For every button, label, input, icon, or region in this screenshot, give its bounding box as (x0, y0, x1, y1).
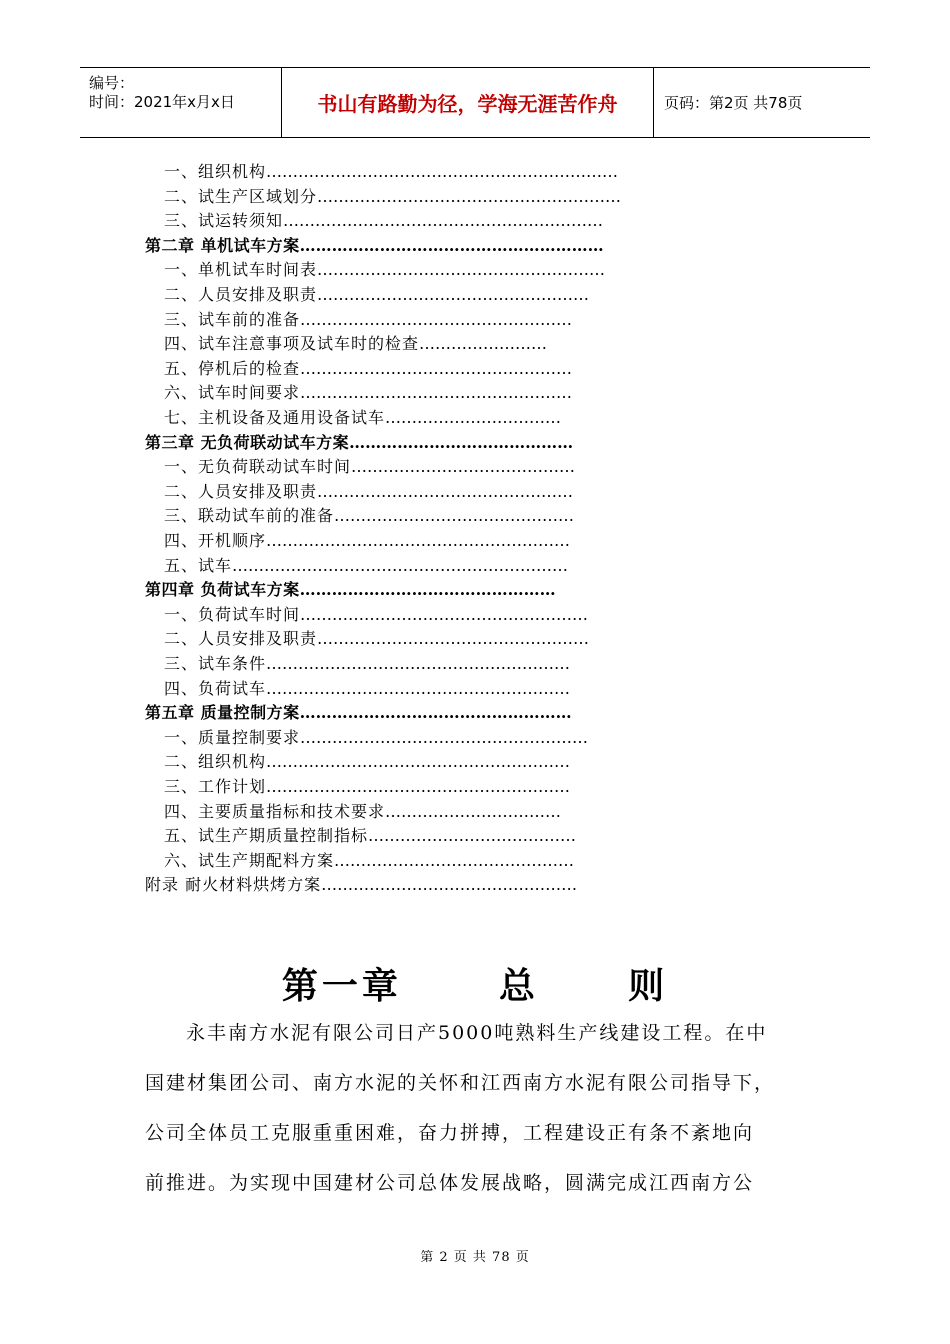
toc-entry-leader: ………………………………………………… (299, 235, 604, 255)
toc-appendix-entry (145, 873, 577, 897)
toc-entry-leader: …………………………………………… (300, 383, 573, 403)
toc-entry-title: 一、组织机构 (164, 162, 267, 181)
toc-section-entry (164, 406, 561, 430)
toc-section-entry (164, 800, 561, 824)
toc-entry-leader: ……………………………………………… (300, 727, 589, 747)
toc-section-entry (164, 775, 570, 799)
toc-entry-leader: ……………………………………… (334, 850, 575, 870)
toc-entry-title: 五、试车 (164, 555, 233, 575)
toc-entry-leader: ……………………………………………………… (232, 555, 569, 575)
toc-section-entry (164, 554, 568, 578)
toc-entry-title: 五、停机后的检查 (164, 358, 301, 378)
toc-entry-title: 四、开机顺序 (164, 531, 267, 550)
toc-entry-title: 第二章 单机试车方案 (145, 235, 300, 255)
time-label: 时间：2021年x月x日 (89, 93, 235, 111)
toc-chapter-entry (145, 578, 556, 602)
toc-entry-leader: …………………………………………………… (283, 211, 604, 231)
toc-entry-leader: ……………………………………………… (300, 604, 589, 624)
chapter-title-word1: 总 (498, 965, 539, 1007)
toc-section-entry (164, 160, 618, 184)
page-footer: 第 2 页 共 78 页 (420, 1250, 530, 1265)
toc-section-entry (164, 504, 574, 528)
toc-entry-leader: …………………………………………… (300, 358, 573, 378)
toc-section-entry (164, 677, 570, 701)
toc-section-entry (164, 627, 589, 651)
header-page-info: 页码：第2页 共78页 (664, 94, 803, 112)
header-meta-cell (80, 68, 282, 137)
toc-section-entry (164, 357, 572, 381)
toc-section-entry (164, 258, 605, 282)
chapter-title (0, 958, 950, 1009)
toc-entry-leader: ………………………………………………… (266, 654, 571, 673)
toc-chapter-entry (145, 234, 604, 258)
toc-entry-title: 二、试生产区域划分 (164, 186, 318, 206)
toc-entry-title: 二、人员安排及职责 (164, 285, 318, 304)
toc-entry-leader: ……………………………………… (334, 506, 575, 526)
doc-number-label: 编号： (89, 74, 135, 92)
header-motto: 书山有路勤为径，学海无涯苦作舟 (282, 68, 654, 137)
toc-entry-title: 第三章 无负荷联动试车方案 (145, 432, 350, 452)
toc-entry-title: 四、试车注意事项及试车时的检查 (164, 334, 420, 354)
toc-entry-leader: …………………………………… (349, 432, 574, 452)
toc-entry-title: 四、主要质量指标和技术要求 (164, 801, 386, 821)
toc-section-entry (164, 849, 574, 873)
toc-section-entry (164, 283, 589, 307)
toc-entry-title: 七、主机设备及通用设备试车 (164, 408, 386, 427)
toc-section-entry (164, 726, 588, 750)
toc-entry-leader: ………………………………………………………… (266, 162, 619, 181)
toc-chapter-entry (145, 701, 572, 725)
toc-entry-leader: ………………………………………… (299, 580, 556, 600)
toc-entry-title: 三、联动试车前的准备 (164, 506, 335, 526)
toc-entry-title: 一、单机试车时间表 (164, 260, 318, 280)
toc-entry-leader: ………………………………………………… (266, 752, 571, 772)
toc-entry-leader: ………………………………………… (317, 481, 574, 501)
toc-entry-title: 四、负荷试车 (164, 678, 267, 698)
toc-entry-leader: …………………………………………… (317, 285, 590, 304)
toc-entry-leader: ………………………………………………… (266, 777, 571, 796)
toc-entry-title: 二、人员安排及职责 (164, 629, 318, 649)
toc-section-entry (164, 381, 572, 405)
toc-entry-leader: ………………………………………… (321, 875, 578, 895)
toc-entry-title: 五、试生产期质量控制指标 (164, 826, 369, 846)
toc-entry-title: 一、负荷试车时间 (164, 604, 301, 624)
toc-section-entry (164, 455, 575, 479)
toc-entry-leader: …………………… (419, 334, 548, 354)
toc-entry-leader: …………………………………………… (317, 629, 590, 649)
toc-entry-title: 六、试生产期配料方案 (164, 850, 335, 870)
toc-entry-title: 六、试车时间要求 (164, 383, 301, 403)
chapter-title-word2: 则 (628, 965, 669, 1007)
toc-entry-title: 三、试车条件 (164, 654, 267, 673)
chapter-title-number: 第一章 (281, 965, 402, 1007)
toc-section-entry (164, 480, 573, 504)
toc-entry-leader: ………………………………… (368, 826, 577, 846)
toc-entry-leader: ………………………………………………… (317, 186, 622, 206)
toc-section-entry (164, 750, 570, 774)
toc-entry-title: 一、质量控制要求 (164, 727, 301, 747)
toc-section-entry (164, 209, 603, 233)
toc-entry-title: 一、无负荷联动试车时间 (164, 457, 352, 477)
toc-section-entry (164, 603, 588, 627)
toc-entry-leader: …………………………………………… (299, 703, 572, 723)
toc-entry-leader: ……………………………………………… (317, 260, 606, 280)
toc-entry-title: 三、试车前的准备 (164, 309, 301, 329)
toc-chapter-entry (145, 431, 573, 455)
toc-section-entry (164, 529, 570, 553)
toc-entry-leader: ………………………………………………… (266, 678, 571, 698)
toc-entry-leader: …………………………………………… (300, 309, 573, 329)
toc-section-entry (164, 652, 570, 676)
toc-entry-title: 三、试运转须知 (164, 211, 284, 231)
toc-entry-title: 二、人员安排及职责 (164, 481, 318, 501)
page-header (80, 67, 870, 138)
toc-section-entry (164, 824, 576, 848)
body-paragraph-line: 国建材集团公司、南方水泥的关怀和江西南方水泥有限公司指导下， (145, 1072, 776, 1094)
toc-entry-leader: …………………………… (385, 408, 562, 427)
toc-entry-title: 二、组织机构 (164, 752, 267, 772)
toc-section-entry (164, 332, 547, 356)
toc-entry-leader: ………………………………………………… (266, 531, 571, 550)
toc-entry-title: 三、工作计划 (164, 777, 267, 796)
body-paragraph-line: 永丰南方水泥有限公司日产5000吨熟料生产线建设工程。在中 (186, 1022, 768, 1044)
toc-section-entry (164, 185, 621, 209)
body-paragraph-line: 前推进。为实现中国建材公司总体发展战略，圆满完成江西南方公 (145, 1172, 755, 1194)
toc-entry-title: 第四章 负荷试车方案 (145, 580, 300, 600)
toc-entry-leader: …………………………………… (351, 457, 576, 477)
toc-entry-title: 第五章 质量控制方案 (145, 703, 300, 723)
toc-entry-title: 附录 耐火材料烘烤方案 (145, 875, 322, 895)
toc-section-entry (164, 308, 572, 332)
body-paragraph-line: 公司全体员工克服重重困难，奋力拼搏，工程建设正有条不紊地向 (145, 1122, 755, 1144)
toc-entry-leader: …………………………… (385, 801, 562, 821)
